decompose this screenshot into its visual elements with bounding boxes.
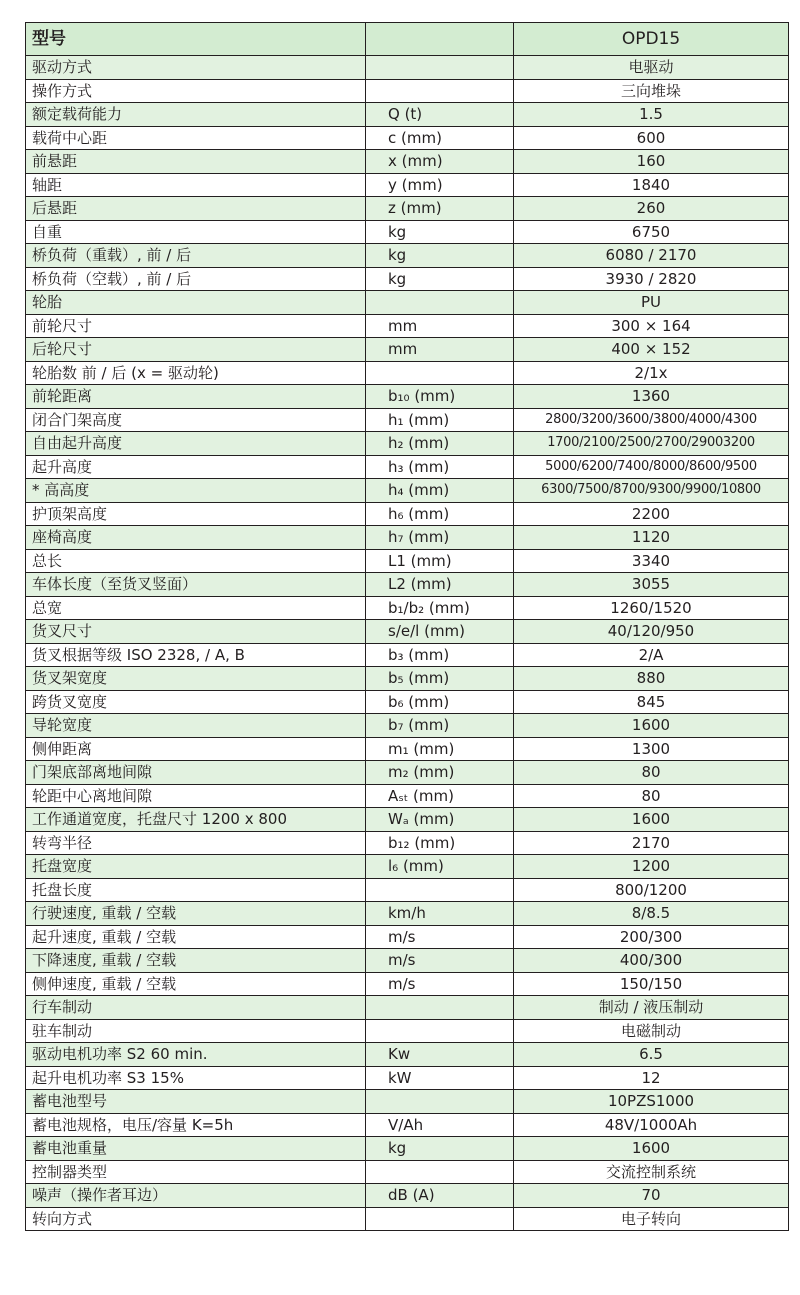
table-row (26, 902, 789, 926)
spec-unit-cell (366, 878, 514, 902)
spec-unit-cell: b₇ (mm) (366, 714, 514, 738)
spec-value-cell: 6080 / 2170 (514, 244, 789, 268)
table-row (26, 855, 789, 879)
spec-value-cell: 12 (514, 1066, 789, 1090)
spec-value-cell: 300 × 164 (514, 314, 789, 338)
spec-name-cell: 桥负荷（重载）, 前 / 后 (26, 244, 366, 268)
table-row (26, 1066, 789, 1090)
spec-value-cell: PU (514, 291, 789, 315)
spec-unit-cell: s/e/l (mm) (366, 620, 514, 644)
table-row (26, 761, 789, 785)
table-row (26, 1184, 789, 1208)
spec-value-cell: 2170 (514, 831, 789, 855)
spec-value-cell: 2/1x (514, 361, 789, 385)
spec-unit-cell (366, 56, 514, 80)
spec-name-cell: 额定载荷能力 (26, 103, 366, 127)
spec-value-cell: 1260/1520 (514, 596, 789, 620)
table-row (26, 361, 789, 385)
spec-name-cell: 蓄电池型号 (26, 1090, 366, 1114)
spec-unit-cell: V/Ah (366, 1113, 514, 1137)
spec-value-cell: 400 × 152 (514, 338, 789, 362)
table-row (26, 126, 789, 150)
spec-unit-cell: kW (366, 1066, 514, 1090)
table-row (26, 291, 789, 315)
spec-unit-cell: m₂ (mm) (366, 761, 514, 785)
spec-name-cell: 噪声（操作者耳边） (26, 1184, 366, 1208)
spec-value-cell: 1200 (514, 855, 789, 879)
spec-name-cell: 前轮尺寸 (26, 314, 366, 338)
table-row (26, 173, 789, 197)
spec-name-cell: 货叉根据等级 ISO 2328, / A, B (26, 643, 366, 667)
spec-unit-cell: Kw (366, 1043, 514, 1067)
spec-unit-cell: m/s (366, 925, 514, 949)
table-row (26, 667, 789, 691)
spec-name-cell: 下降速度, 重载 / 空载 (26, 949, 366, 973)
spec-name-cell: 托盘长度 (26, 878, 366, 902)
spec-value-cell: 40/120/950 (514, 620, 789, 644)
spec-unit-cell: z (mm) (366, 197, 514, 221)
spec-unit-cell: h₁ (mm) (366, 408, 514, 432)
table-row (26, 1043, 789, 1067)
spec-unit-cell: h₃ (mm) (366, 455, 514, 479)
spec-value-cell: 1700/2100/2500/2700/29003200 (514, 432, 789, 456)
spec-unit-cell: kg (366, 267, 514, 291)
table-row (26, 784, 789, 808)
table-row (26, 714, 789, 738)
spec-name-cell: 轮胎 (26, 291, 366, 315)
table-row (26, 1113, 789, 1137)
spec-value-cell: 160 (514, 150, 789, 174)
spec-unit-cell: b₃ (mm) (366, 643, 514, 667)
spec-unit-cell: kg (366, 1137, 514, 1161)
table-header-row (26, 23, 789, 56)
table-row (26, 502, 789, 526)
spec-value-cell: 150/150 (514, 972, 789, 996)
spec-unit-cell: km/h (366, 902, 514, 926)
spec-value-cell: 2/A (514, 643, 789, 667)
table-row (26, 596, 789, 620)
table-row (26, 479, 789, 503)
spec-name-cell: 跨货叉宽度 (26, 690, 366, 714)
table-row (26, 808, 789, 832)
spec-name-cell: 护顶架高度 (26, 502, 366, 526)
spec-value-cell: 260 (514, 197, 789, 221)
spec-name-cell: 蓄电池规格，电压/容量 K=5h (26, 1113, 366, 1137)
spec-unit-cell: x (mm) (366, 150, 514, 174)
spec-value-cell: 800/1200 (514, 878, 789, 902)
table-row (26, 573, 789, 597)
spec-unit-cell: h₄ (mm) (366, 479, 514, 503)
spec-name-cell: 门架底部离地间隙 (26, 761, 366, 785)
table-row (26, 314, 789, 338)
spec-name-cell: 驻车制动 (26, 1019, 366, 1043)
spec-value-cell: 880 (514, 667, 789, 691)
table-row (26, 1160, 789, 1184)
table-row (26, 831, 789, 855)
table-row (26, 643, 789, 667)
table-row (26, 455, 789, 479)
spec-name-cell: 工作通道宽度，托盘尺寸 1200 x 800 (26, 808, 366, 832)
spec-name-cell: 载荷中心距 (26, 126, 366, 150)
spec-name-cell: 导轮宽度 (26, 714, 366, 738)
spec-name-cell: 自由起升高度 (26, 432, 366, 456)
spec-unit-cell: dB (A) (366, 1184, 514, 1208)
table-row (26, 620, 789, 644)
spec-unit-cell: Wₐ (mm) (366, 808, 514, 832)
spec-unit-cell (366, 1019, 514, 1043)
spec-unit-cell: kg (366, 244, 514, 268)
spec-unit-cell: Aₛₜ (mm) (366, 784, 514, 808)
spec-value-cell: 电子转向 (514, 1207, 789, 1231)
spec-unit-cell: l₆ (mm) (366, 855, 514, 879)
table-row (26, 925, 789, 949)
spec-unit-cell: b₆ (mm) (366, 690, 514, 714)
spec-value-cell: 1840 (514, 173, 789, 197)
spec-name-cell: 侧伸距离 (26, 737, 366, 761)
table-row (26, 878, 789, 902)
spec-value-cell: 48V/1000Ah (514, 1113, 789, 1137)
spec-value-cell: 1.5 (514, 103, 789, 127)
spec-unit-cell: b₁/b₂ (mm) (366, 596, 514, 620)
spec-name-cell: 蓄电池重量 (26, 1137, 366, 1161)
spec-unit-cell: L1 (mm) (366, 549, 514, 573)
spec-value-cell: 1360 (514, 385, 789, 409)
table-row (26, 56, 789, 80)
spec-value-cell: 6750 (514, 220, 789, 244)
spec-value-cell: 845 (514, 690, 789, 714)
spec-value-cell: 交流控制系统 (514, 1160, 789, 1184)
spec-unit-cell: m₁ (mm) (366, 737, 514, 761)
spec-name-cell: 操作方式 (26, 79, 366, 103)
spec-unit-cell: c (mm) (366, 126, 514, 150)
table-row (26, 549, 789, 573)
header-name-cell: 型号 (26, 23, 366, 56)
spec-name-cell: 货叉尺寸 (26, 620, 366, 644)
spec-value-cell: 1300 (514, 737, 789, 761)
spec-name-cell: 起升高度 (26, 455, 366, 479)
spec-name-cell: 桥负荷（空载）, 前 / 后 (26, 267, 366, 291)
spec-value-cell: 1600 (514, 714, 789, 738)
spec-value-cell: 3055 (514, 573, 789, 597)
table-row (26, 338, 789, 362)
spec-name-cell: 起升速度, 重载 / 空载 (26, 925, 366, 949)
spec-value-cell: 3930 / 2820 (514, 267, 789, 291)
spec-unit-cell (366, 1160, 514, 1184)
spec-unit-cell: b₁₂ (mm) (366, 831, 514, 855)
spec-value-cell: 200/300 (514, 925, 789, 949)
spec-unit-cell: h₆ (mm) (366, 502, 514, 526)
table-row (26, 103, 789, 127)
spec-value-cell: 70 (514, 1184, 789, 1208)
header-model-cell: OPD15 (514, 23, 789, 56)
table-row (26, 408, 789, 432)
spec-unit-cell (366, 361, 514, 385)
table-row (26, 79, 789, 103)
spec-value-cell: 80 (514, 761, 789, 785)
spec-name-cell: 行驶速度, 重载 / 空载 (26, 902, 366, 926)
spec-table (25, 22, 789, 1231)
spec-name-cell: 后轮尺寸 (26, 338, 366, 362)
spec-unit-cell (366, 1090, 514, 1114)
spec-name-cell: 总宽 (26, 596, 366, 620)
spec-unit-cell: b₅ (mm) (366, 667, 514, 691)
spec-name-cell: 控制器类型 (26, 1160, 366, 1184)
spec-unit-cell: Q (t) (366, 103, 514, 127)
spec-value-cell: 400/300 (514, 949, 789, 973)
spec-value-cell: 6300/7500/8700/9300/9900/10800 (514, 479, 789, 503)
table-row (26, 244, 789, 268)
spec-name-cell: 起升电机功率 S3 15% (26, 1066, 366, 1090)
table-row (26, 737, 789, 761)
spec-name-cell: 轮距中心离地间隙 (26, 784, 366, 808)
header-unit-cell (366, 23, 514, 56)
table-row (26, 267, 789, 291)
spec-name-cell: 自重 (26, 220, 366, 244)
spec-value-cell: 600 (514, 126, 789, 150)
spec-value-cell: 1120 (514, 526, 789, 550)
spec-value-cell: 5000/6200/7400/8000/8600/9500 (514, 455, 789, 479)
spec-value-cell: 1600 (514, 808, 789, 832)
spec-unit-cell: m/s (366, 972, 514, 996)
spec-value-cell: 制动 / 液压制动 (514, 996, 789, 1020)
spec-unit-cell: L2 (mm) (366, 573, 514, 597)
spec-name-cell: 后悬距 (26, 197, 366, 221)
table-row (26, 526, 789, 550)
spec-name-cell: 总长 (26, 549, 366, 573)
spec-value-cell: 80 (514, 784, 789, 808)
spec-name-cell: 闭合门架高度 (26, 408, 366, 432)
table-row (26, 1019, 789, 1043)
table-row (26, 150, 789, 174)
spec-value-cell: 6.5 (514, 1043, 789, 1067)
spec-value-cell: 三向堆垛 (514, 79, 789, 103)
spec-unit-cell: mm (366, 314, 514, 338)
table-row (26, 1090, 789, 1114)
table-row (26, 972, 789, 996)
spec-unit-cell: b₁₀ (mm) (366, 385, 514, 409)
spec-value-cell: 1600 (514, 1137, 789, 1161)
spec-name-cell: 前悬距 (26, 150, 366, 174)
spec-name-cell: * 高高度 (26, 479, 366, 503)
spec-value-cell: 电驱动 (514, 56, 789, 80)
spec-name-cell: 转向方式 (26, 1207, 366, 1231)
spec-value-cell: 10PZS1000 (514, 1090, 789, 1114)
spec-value-cell: 2800/3200/3600/3800/4000/4300 (514, 408, 789, 432)
spec-value-cell: 2200 (514, 502, 789, 526)
spec-unit-cell: h₂ (mm) (366, 432, 514, 456)
table-row (26, 996, 789, 1020)
table-row (26, 385, 789, 409)
spec-unit-cell: y (mm) (366, 173, 514, 197)
table-row (26, 690, 789, 714)
spec-name-cell: 轮胎数 前 / 后 (x = 驱动轮) (26, 361, 366, 385)
spec-table-body (26, 23, 789, 1231)
spec-name-cell: 驱动方式 (26, 56, 366, 80)
spec-name-cell: 车体长度（至货叉竖面） (26, 573, 366, 597)
spec-value-cell: 电磁制动 (514, 1019, 789, 1043)
spec-name-cell: 驱动电机功率 S2 60 min. (26, 1043, 366, 1067)
spec-value-cell: 3340 (514, 549, 789, 573)
spec-unit-cell: h₇ (mm) (366, 526, 514, 550)
spec-unit-cell: kg (366, 220, 514, 244)
spec-value-cell: 8/8.5 (514, 902, 789, 926)
spec-name-cell: 座椅高度 (26, 526, 366, 550)
table-row (26, 1137, 789, 1161)
spec-name-cell: 侧伸速度, 重载 / 空载 (26, 972, 366, 996)
table-row (26, 432, 789, 456)
spec-unit-cell (366, 79, 514, 103)
spec-unit-cell: m/s (366, 949, 514, 973)
spec-unit-cell (366, 996, 514, 1020)
table-row (26, 220, 789, 244)
spec-unit-cell: mm (366, 338, 514, 362)
spec-name-cell: 转弯半径 (26, 831, 366, 855)
table-row (26, 197, 789, 221)
spec-unit-cell (366, 291, 514, 315)
spec-unit-cell (366, 1207, 514, 1231)
spec-name-cell: 托盘宽度 (26, 855, 366, 879)
table-row (26, 949, 789, 973)
spec-name-cell: 行车制动 (26, 996, 366, 1020)
spec-name-cell: 轴距 (26, 173, 366, 197)
spec-name-cell: 前轮距离 (26, 385, 366, 409)
spec-name-cell: 货叉架宽度 (26, 667, 366, 691)
table-row (26, 1207, 789, 1231)
